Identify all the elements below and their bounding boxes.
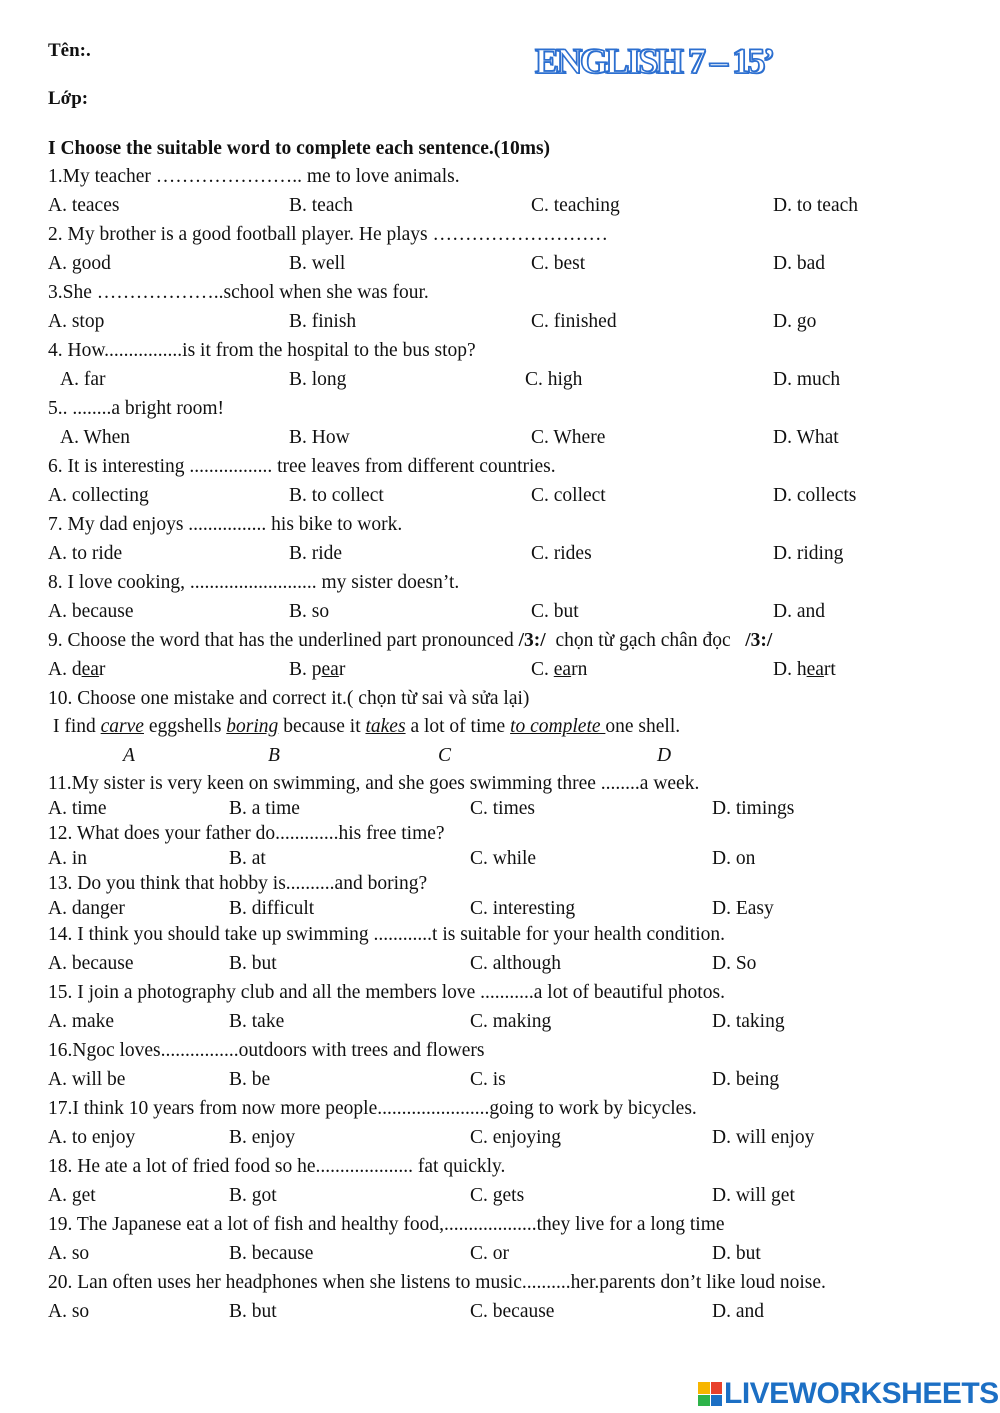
q19-option-c[interactable]: C. or — [470, 1243, 509, 1264]
q6-option-d[interactable]: D. collects — [773, 485, 857, 506]
q4-option-c[interactable]: C. high — [525, 369, 583, 390]
q10-mistake-d[interactable]: to complete — [510, 716, 606, 737]
q1-option-d[interactable]: D. to teach — [773, 195, 859, 216]
underlined-part: ea — [806, 659, 824, 680]
name-label: Tên:. — [48, 40, 91, 61]
q6-option-b[interactable]: B. to collect — [289, 485, 384, 506]
question-9 — [48, 630, 772, 652]
q9-option-a[interactable]: A. dear — [48, 659, 106, 680]
section-title: I Choose the suitable word to complete each sentence.(10ms) — [48, 138, 551, 159]
q19-option-d[interactable]: D. but — [712, 1243, 761, 1264]
q4-option-d[interactable]: D. much — [773, 369, 841, 390]
question-13: 13. Do you think that hobby is..........and boring? — [48, 873, 428, 894]
question-17: 17.I think 10 years from now more people.......................going to work by bicycles. — [48, 1098, 697, 1119]
q11-option-a[interactable]: A. time — [48, 798, 107, 819]
q2-option-b[interactable]: B. well — [289, 253, 346, 274]
question-19: 19. The Japanese eat a lot of fish and healthy food,...................they live for a long time — [48, 1214, 725, 1235]
q9-ipa-1: /3:/ — [518, 630, 546, 651]
q16-option-d[interactable]: D. being — [712, 1069, 780, 1090]
logo-text: LIVEWORKSHEETS — [724, 1377, 999, 1410]
q17-option-c[interactable]: C. enjoying — [470, 1127, 561, 1148]
q14-option-b[interactable]: B. but — [229, 953, 277, 974]
q2-option-d[interactable]: D. bad — [773, 253, 825, 274]
question-1: 1.My teacher ………………….. me to love animals. — [48, 166, 460, 187]
liveworksheets-logo-icon — [698, 1382, 722, 1406]
q20-option-b[interactable]: B. but — [229, 1301, 277, 1322]
q3-option-a[interactable]: A. stop — [48, 311, 105, 332]
q19-option-a[interactable]: A. so — [48, 1243, 90, 1264]
q10-letter-d: D — [657, 745, 672, 766]
q9-text: 9. Choose the word that has the underlined part pronounced — [48, 630, 514, 651]
question-14: 14. I think you should take up swimming ............t is suitable for your health condition. — [48, 924, 726, 945]
q2-option-c[interactable]: C. best — [531, 253, 586, 274]
q15-option-b[interactable]: B. take — [229, 1011, 285, 1032]
q8-option-c[interactable]: C. but — [531, 601, 579, 622]
q10-letter-b: B — [268, 745, 280, 766]
q3-option-c[interactable]: C. finished — [531, 311, 617, 332]
class-label: Lớp: — [48, 88, 89, 109]
q10-letter-c: C — [438, 745, 452, 766]
underlined-part: ea — [321, 659, 339, 680]
q5-option-a[interactable]: A. When — [60, 427, 131, 448]
q14-option-d[interactable]: D. So — [712, 953, 757, 974]
q17-option-b[interactable]: B. enjoy — [229, 1127, 296, 1148]
q8-option-d[interactable]: D. and — [773, 601, 825, 622]
q3-option-d[interactable]: D. go — [773, 311, 817, 332]
q9-text-vi: chọn từ gạch chân đọc — [555, 630, 731, 651]
q1-option-a[interactable]: A. teaces — [48, 195, 120, 216]
q18-option-d[interactable]: D. will get — [712, 1185, 795, 1206]
q10-mistake-b[interactable]: boring — [226, 716, 279, 737]
q11-option-b[interactable]: B. a time — [229, 798, 300, 819]
q13-option-a[interactable]: A. danger — [48, 898, 125, 919]
q7-option-d[interactable]: D. riding — [773, 543, 844, 564]
q8-option-a[interactable]: A. because — [48, 601, 134, 622]
question-7: 7. My dad enjoys ................ his bike to work. — [48, 514, 403, 535]
q12-option-a[interactable]: A. in — [48, 848, 87, 869]
q4-option-b[interactable]: B. long — [289, 369, 347, 390]
q15-option-a[interactable]: A. make — [48, 1011, 115, 1032]
question-12: 12. What does your father do.............his free time? — [48, 823, 445, 844]
q17-option-d[interactable]: D. will enjoy — [712, 1127, 815, 1148]
q5-option-b[interactable]: B. How — [289, 427, 350, 448]
q6-option-a[interactable]: A. collecting — [48, 485, 149, 506]
q10-mistake-c[interactable]: takes — [365, 716, 406, 737]
question-4: 4. How................is it from the hospital to the bus stop? — [48, 340, 476, 361]
q9-option-b[interactable]: B. pear — [289, 659, 346, 680]
question-3: 3.She ………………..school when she was four. — [48, 282, 429, 303]
q1-option-c[interactable]: C. teaching — [531, 195, 620, 216]
q18-option-c[interactable]: C. gets — [470, 1185, 525, 1206]
q6-option-c[interactable]: C. collect — [531, 485, 606, 506]
question-10: 10. Choose one mistake and correct it.( chọn từ sai và sửa lại) — [48, 688, 530, 709]
q13-option-c[interactable]: C. interesting — [470, 898, 576, 919]
q17-option-a[interactable]: A. to enjoy — [48, 1127, 136, 1148]
underlined-part: ea — [81, 659, 99, 680]
question-6: 6. It is interesting ................. tree leaves from different countries. — [48, 456, 556, 477]
underlined-part: ea — [553, 659, 572, 680]
q16-option-c[interactable]: C. is — [470, 1069, 506, 1090]
q15-option-c[interactable]: C. making — [470, 1011, 552, 1032]
q1-option-b[interactable]: B. teach — [289, 195, 353, 216]
q10-mistake-a[interactable]: carve — [100, 716, 144, 737]
question-16: 16.Ngoc loves................outdoors with trees and flowers — [48, 1040, 485, 1061]
question-15: 15. I join a photography club and all the members love ...........a lot of beautiful photos. — [48, 982, 725, 1003]
q7-option-b[interactable]: B. ride — [289, 543, 343, 564]
q9-option-c[interactable]: C. earn — [531, 659, 588, 680]
q18-option-b[interactable]: B. got — [229, 1185, 277, 1206]
q14-option-a[interactable]: A. because — [48, 953, 134, 974]
q8-option-b[interactable]: B. so — [289, 601, 330, 622]
q3-option-b[interactable]: B. finish — [289, 311, 357, 332]
q7-option-c[interactable]: C. rides — [531, 543, 592, 564]
q14-option-c[interactable]: C. although — [470, 953, 561, 974]
q12-option-b[interactable]: B. at — [229, 848, 266, 869]
question-11: 11.My sister is very keen on swimming, and she goes swimming three ........a week. — [48, 773, 700, 794]
q19-option-b[interactable]: B. because — [229, 1243, 314, 1264]
q5-option-d[interactable]: D. What — [773, 427, 839, 448]
q11-option-d[interactable]: D. timings — [712, 798, 795, 819]
q10-letter-a: A — [123, 745, 135, 766]
q9-ipa-2: /3:/ — [745, 630, 773, 651]
question-8: 8. I love cooking, .......................... my sister doesn’t. — [48, 572, 460, 593]
question-5: 5.. ........a bright room! — [48, 398, 225, 419]
q18-option-a[interactable]: A. get — [48, 1185, 96, 1206]
q12-option-d[interactable]: D. on — [712, 848, 756, 869]
q11-option-c[interactable]: C. times — [470, 798, 536, 819]
question-2: 2. My brother is a good football player. He plays ……………………… — [48, 224, 609, 245]
q4-option-a[interactable]: A. far — [60, 369, 106, 390]
q20-option-c[interactable]: C. because — [470, 1301, 555, 1322]
q16-option-a[interactable]: A. will be — [48, 1069, 126, 1090]
question-20: 20. Lan often uses her headphones when she listens to music..........her.parents don’t like loud noise. — [48, 1272, 826, 1293]
worksheet-title: ENGLISH 7 – 15’ — [535, 41, 773, 81]
q20-option-a[interactable]: A. so — [48, 1301, 90, 1322]
q13-option-d[interactable]: D. Easy — [712, 898, 774, 919]
q2-option-a[interactable]: A. good — [48, 253, 111, 274]
q15-option-d[interactable]: D. taking — [712, 1011, 785, 1032]
q13-option-b[interactable]: B. difficult — [229, 898, 315, 919]
liveworksheets-logo[interactable] — [698, 1377, 999, 1411]
q5-option-c[interactable]: C. Where — [531, 427, 606, 448]
q9-option-d[interactable]: D. heart — [773, 659, 836, 680]
q10-sentence: I find carve eggshells boring because it takes a lot of time to complete one shell. — [53, 716, 681, 737]
question-18: 18. He ate a lot of fried food so he.................... fat quickly. — [48, 1156, 506, 1177]
q20-option-d[interactable]: D. and — [712, 1301, 764, 1322]
q16-option-b[interactable]: B. be — [229, 1069, 271, 1090]
q12-option-c[interactable]: C. while — [470, 848, 537, 869]
q7-option-a[interactable]: A. to ride — [48, 543, 123, 564]
